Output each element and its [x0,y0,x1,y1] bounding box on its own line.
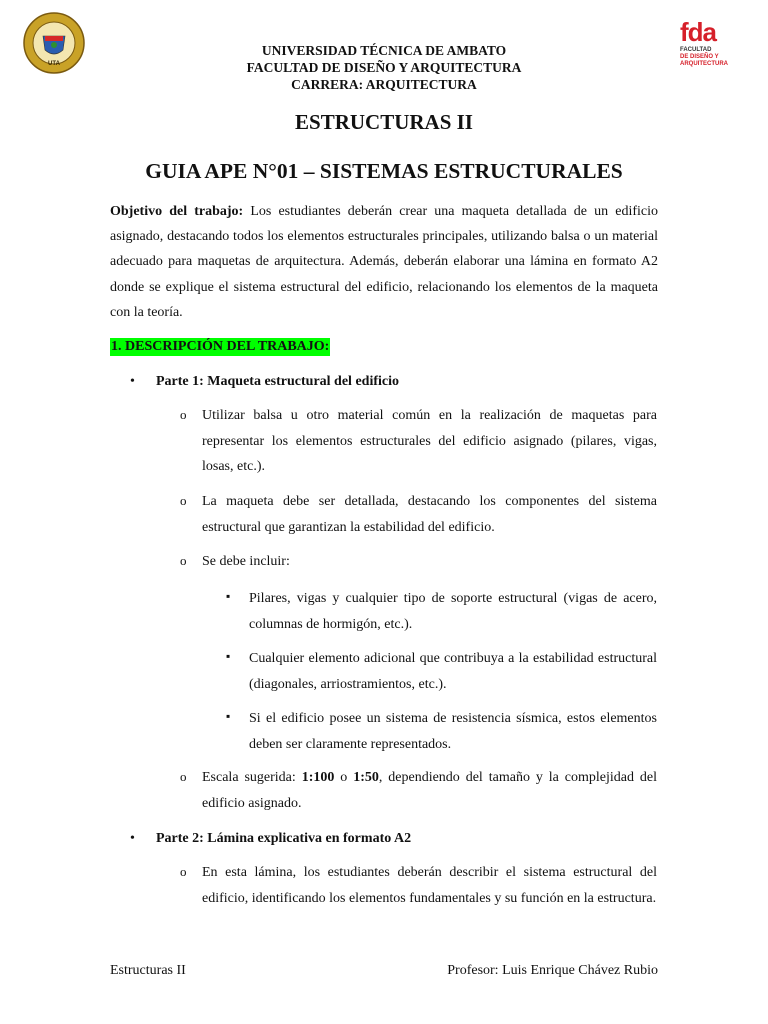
bullet-marker: • [130,831,135,846]
document-header [0,42,768,93]
part-1-sub-1: Pilares, vigas y cualquier tipo de soporte estructural (vigas de acero, columnas de hormigón, etc.). [249,591,657,632]
scale-mid: o [334,770,354,785]
bullet-marker: • [130,374,135,389]
part-1-sub-3: Si el edificio posee un sistema de resistencia sísmica, estos elementos deben ser claramente representados. [249,711,657,752]
circle-marker: o [180,769,187,784]
objective-text: Los estudiantes deberán crear una maqueta detallada de un edificio asignado, destacando todos los elementos estructurales principales, utilizando balsa o un material adecuado para maquetas de arquitectura. Además, deberán elaborar una lámina en formato A2 donde se explique el sistema estructural del edificio, relacionando los elementos de la maqueta con la teoría. [110,204,658,320]
circle-marker: o [180,864,187,879]
objective-label: Objetivo del trabajo: [110,204,244,219]
faculty-name: FACULTAD DE DISEÑO Y ARQUITECTURA [246,60,522,75]
part-2-item-1: En esta lámina, los estudiantes deberán describir el sistema estructural del edificio, identificando los elementos fundamentales y su función en la estructura. [202,865,657,906]
circle-marker: o [180,553,187,568]
faculty-logo-line3: ARQUITECTURA [680,61,728,67]
part-1-item-2: La maqueta debe ser detallada, destacando los componentes del sistema estructural que garantizan la estabilidad del edificio. [202,494,657,535]
scale-value-a: 1:100 [301,770,335,785]
section-1-heading: 1. DESCRIPCIÓN DEL TRABAJO: [111,339,330,354]
part-1-scale [202,765,657,816]
scale-suffix: , dependiendo del tamaño y la complejidad del edificio asignado. [202,770,658,811]
guide-title: GUIA APE N°01 – SISTEMAS ESTRUCTURALES [145,159,623,183]
circle-marker: o [180,493,187,508]
part-2-title: Parte 2: Lámina explicativa en formato A2 [156,831,412,846]
part-1-item-3: Se debe incluir: [202,554,290,569]
course-title: ESTRUCTURAS II [295,110,473,134]
square-marker: ▪ [226,709,231,723]
faculty-logo-line1: FACULTAD [680,47,712,53]
faculty-logo-mark: fda [680,17,716,47]
square-marker: ▪ [226,589,231,603]
faculty-logo-line2: DE DISEÑO Y [680,54,719,60]
part-1-title: Parte 1: Maqueta estructural del edificio [156,374,399,389]
seal-text: UTA [48,61,60,67]
objective-paragraph [110,199,658,325]
scale-prefix: Escala sugerida: [202,770,302,785]
square-marker: ▪ [226,649,231,663]
circle-marker: o [180,407,187,422]
part-1-item-1: Utilizar balsa u otro material común en la realización de maquetas para representar los elementos estructurales del edificio asignado (pilares, vigas, losas, etc.). [202,408,657,474]
scale-value-b: 1:50 [353,770,379,785]
university-name: UNIVERSIDAD TÉCNICA DE AMBATO [261,43,507,58]
part-1-sub-2: Cualquier elemento adicional que contribuya a la estabilidad estructural (diagonales, arriostramientos, etc.). [249,651,657,692]
career-name: CARRERA: ARQUITECTURA [291,77,477,92]
footer-course: Estructuras II [110,963,186,978]
footer-professor: Profesor: Luis Enrique Chávez Rubio [447,963,658,978]
